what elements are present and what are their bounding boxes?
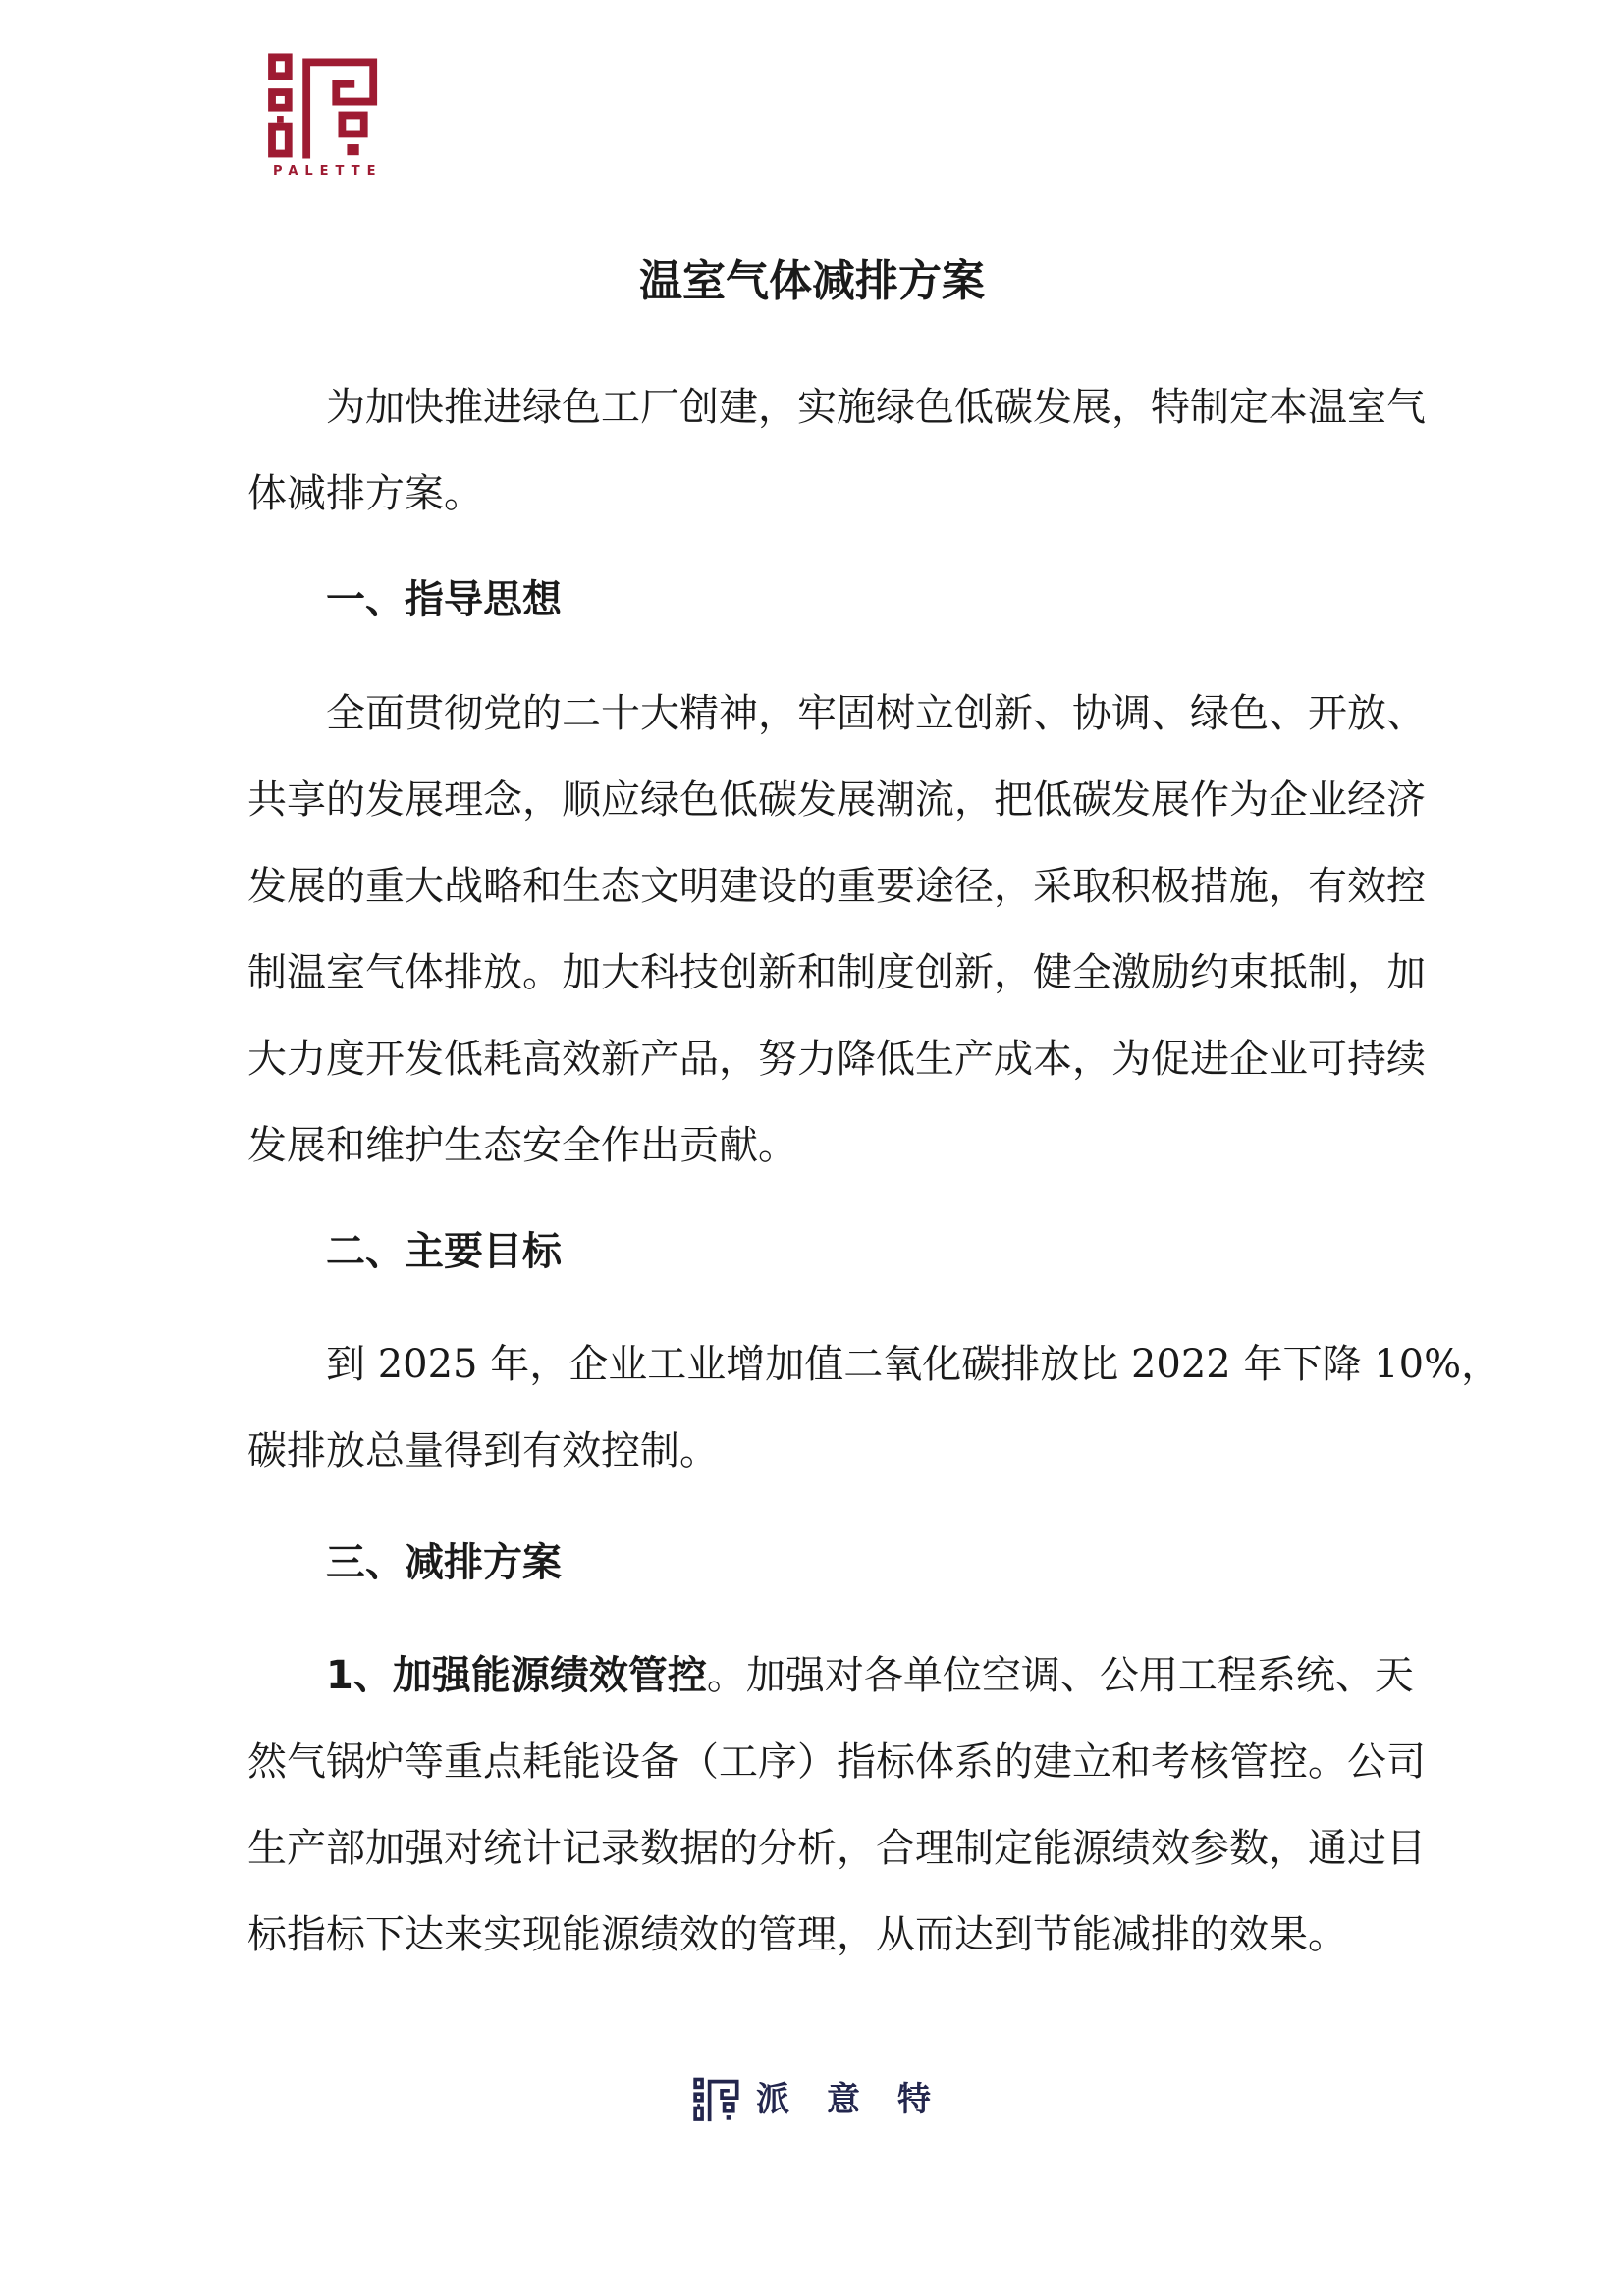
text-line: 制温室气体排放。加大科技创新和制度创新，健全激励约束抵制，加 [247,950,1426,995]
text-line: 发展和维护生态安全作出贡献。 [247,1123,797,1168]
text-line: 到 2025 年，企业工业增加值二氧化碳排放比 2022 年下降 10%， [326,1342,1501,1387]
document-content [247,239,1501,1978]
text-line: 然气锅炉等重点耗能设备（工序）指标体系的建立和考核管控。公司 [247,1739,1426,1785]
footer-char: 特 [897,2080,931,2119]
text-line: 共享的发展理念，顺应绿色低碳发展潮流，把低碳发展作为企业经济 [247,777,1426,823]
text-line: 大力度开发低耗高效新产品，努力降低生产成本，为促进企业可持续 [247,1037,1426,1082]
brand-wordmark: PALETTE [273,164,383,179]
text-line: 发展的重大战略和生态文明建设的重要途径，采取积极措施，有效控 [247,864,1426,909]
footer-brand [0,2077,1624,2122]
section-heading-1: 一、指导思想 [326,577,562,622]
document-title: 温室气体减排方案 [639,256,985,306]
text-line [247,1632,1414,1719]
brand-logo [266,51,382,179]
footer-char: 意 [827,2080,860,2119]
footer-wordmark [756,2080,931,2119]
footer-char: 派 [756,2080,789,2119]
text-line: 标指标下达来实现能源绩效的管理，从而达到节能减排的效果。 [247,1912,1347,1957]
measure-1-text: 。加强对各单位空调、公用工程系统、天 [706,1653,1414,1698]
paragraph-guiding-ideology [247,670,1426,1189]
text-line: 体减排方案。 [247,471,483,516]
footer-logo-icon [693,2077,740,2122]
measure-1-title: 1、加强能源绩效管控 [326,1653,707,1698]
text-line: 全面贯彻党的二十大精神，牢固树立创新、协调、绿色、开放、 [326,691,1426,736]
section-heading-3: 三、减排方案 [326,1540,562,1585]
section-heading-2: 二、主要目标 [326,1229,562,1274]
text-line: 碳排放总量得到有效控制。 [247,1428,719,1473]
palette-logo-icon [267,51,381,161]
text-line: 为加快推进绿色工厂创建，实施绿色低碳发展，特制定本温室气 [326,385,1426,430]
paragraph-intro [247,364,1426,537]
paragraph-measure-1 [247,1632,1426,1978]
text-line: 生产部加强对统计记录数据的分析，合理制定能源绩效参数，通过目 [247,1826,1426,1871]
paragraph-main-goal [247,1321,1501,1494]
